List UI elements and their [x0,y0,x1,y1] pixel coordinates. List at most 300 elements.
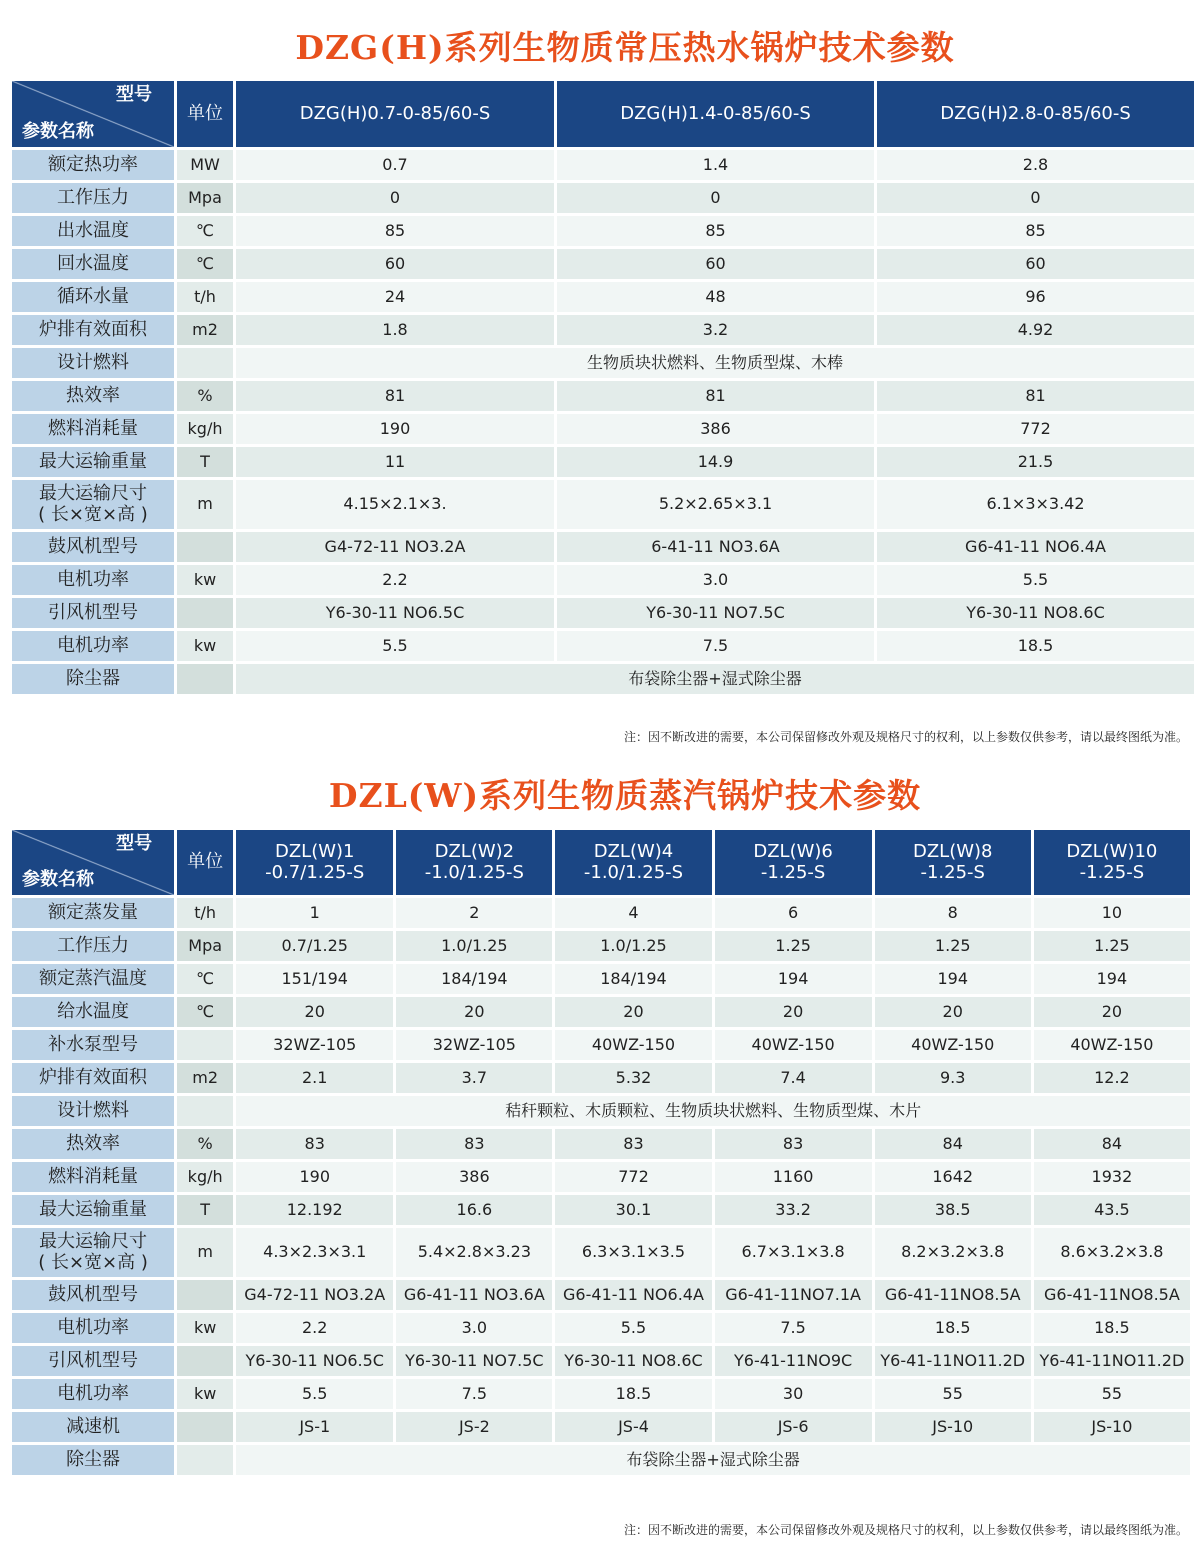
value-cell: 0 [877,183,1194,213]
corner-model-label: 型号 [116,833,153,854]
value-cell: 5.5 [877,565,1194,595]
table-row [12,532,1194,562]
param-name [12,1280,174,1310]
model-header [715,830,872,895]
unit-cell: Mpa [177,931,233,961]
param-name-text: 额定蒸发量 [48,901,139,923]
corner-param-label: 参数名称 [22,869,94,891]
value-cell: 12.192 [236,1195,393,1225]
model-suffix: -1.0/1.25-S [583,861,684,883]
unit-cell: kw [177,1313,233,1343]
value-cell: 84 [1034,1129,1190,1159]
value-cell: 55 [875,1379,1031,1409]
table-row [12,1195,1190,1225]
table-row [12,1129,1190,1159]
value-cell: JS-6 [715,1412,872,1442]
value-cell: 21.5 [877,447,1194,477]
unit-cell [177,1096,233,1126]
value-cell: 38.5 [875,1195,1031,1225]
value-cell: 184/194 [555,964,711,994]
value-cell: G6-41-11 NO6.4A [877,532,1194,562]
value-cell: 194 [715,964,872,994]
value-cell: 190 [236,414,554,444]
table-row [12,898,1190,928]
value-cell: 11 [236,447,554,477]
value-cell: 6-41-11 NO3.6A [557,532,874,562]
table-row [12,1063,1190,1093]
value-cell: 4.3×2.3×3.1 [236,1228,393,1277]
unit-cell: kg/h [177,414,233,444]
value-cell: 16.6 [396,1195,552,1225]
param-name [12,898,174,928]
value-cell: 12.2 [1034,1063,1190,1093]
param-name [12,1162,174,1192]
param-name [12,1313,174,1343]
value-cell: 43.5 [1034,1195,1190,1225]
param-name [12,1129,174,1159]
param-name [12,282,174,312]
value-cell: 386 [396,1162,552,1192]
param-name-text: 鼓风机型号 [48,535,138,557]
value-cell: 48 [557,282,874,312]
unit-cell [177,664,233,694]
unit-cell [177,598,233,628]
value-cell: G6-41-11 NO6.4A [555,1280,711,1310]
value-cell: JS-4 [555,1412,711,1442]
value-cell: 60 [877,249,1194,279]
table-row [12,598,1194,628]
param-name-text: 额定热功率 [48,153,138,175]
value-cell: 1.8 [236,315,554,345]
table-row [12,631,1194,661]
value-cell: 3.0 [396,1313,552,1343]
value-cell: 7.5 [715,1313,872,1343]
model-header [555,830,711,895]
param-name [12,348,174,378]
value-cell: 24 [236,282,554,312]
param-name-text: 工作压力 [57,186,129,208]
param-name-text: 设计燃料 [57,351,129,373]
value-cell: 81 [557,381,874,411]
table-row [12,964,1190,994]
value-cell: 0.7/1.25 [236,931,393,961]
param-name [12,1063,174,1093]
table-row [12,1280,1190,1310]
table-row [12,315,1194,345]
unit-cell [177,1412,233,1442]
value-cell: 18.5 [1034,1313,1190,1343]
param-name [12,183,174,213]
param-name-text: 除尘器 [66,1448,121,1470]
param-name-subtext: ( 长×宽×高 ) [38,503,148,525]
unit-cell: ℃ [177,964,233,994]
table-row [12,249,1194,279]
value-cell: 18.5 [555,1379,711,1409]
value-cell: 1.25 [715,931,872,961]
model-header [396,830,552,895]
value-cell: G4-72-11 NO3.2A [236,1280,393,1310]
value-cell: 7.5 [396,1379,552,1409]
unit-cell: kw [177,631,233,661]
value-cell: 60 [557,249,874,279]
table-row [12,348,1194,378]
param-name-text: 回水温度 [57,252,129,274]
unit-cell: MW [177,150,233,180]
unit-cell: kw [177,1379,233,1409]
hot-water-boiler-title: DZG(H)系列生物质常压热水锅炉技术参数 [295,28,955,67]
value-cell: Y6-30-11 NO8.6C [877,598,1194,628]
param-name-text: 热效率 [66,1132,121,1154]
disclaimer-note: 注：因不断改进的需要，本公司保留修改外观及规格尺寸的权利，以上参数仅供参考，请以最终图纸为准。 [623,730,1188,744]
value-cell: G6-41-11NO8.5A [1034,1280,1190,1310]
table-row [12,282,1194,312]
unit-cell: T [177,1195,233,1225]
table-row [12,1162,1190,1192]
value-cell: 2.2 [236,565,554,595]
unit-cell: ℃ [177,249,233,279]
unit-cell [177,1030,233,1060]
param-name-text: 燃料消耗量 [48,417,138,439]
unit-cell [177,1346,233,1376]
value-cell: 7.5 [557,631,874,661]
value-cell: 190 [236,1162,393,1192]
value-cell: 5.2×2.65×3.1 [557,480,874,529]
unit-cell: m [177,1228,233,1277]
table-row [12,1096,1190,1126]
unit-cell: Mpa [177,183,233,213]
table-row [12,1379,1190,1409]
value-cell: 0 [236,183,554,213]
value-cell: 18.5 [877,631,1194,661]
value-cell: 96 [877,282,1194,312]
param-name [12,1096,174,1126]
value-cell: 0 [557,183,874,213]
corner-header [12,81,174,147]
model-name: DZL(W)8 [912,840,993,862]
table-row [12,183,1194,213]
unit-cell: ℃ [177,216,233,246]
value-cell: 32WZ-105 [236,1030,393,1060]
param-name [12,150,174,180]
value-cell: 1.0/1.25 [555,931,711,961]
param-name [12,249,174,279]
unit-cell: ℃ [177,997,233,1027]
model-suffix: -1.25-S [920,861,985,883]
unit-cell [177,348,233,378]
value-cell: 8.6×3.2×3.8 [1034,1228,1190,1277]
value-cell: 194 [875,964,1031,994]
unit-header: 单位 [177,81,233,147]
param-name-text: 鼓风机型号 [48,1283,139,1305]
value-cell: 40WZ-150 [875,1030,1031,1060]
value-cell: 30.1 [555,1195,711,1225]
value-cell: 386 [557,414,874,444]
value-cell: JS-10 [875,1412,1031,1442]
value-cell: G6-41-11NO7.1A [715,1280,872,1310]
table-row [12,997,1190,1027]
value-cell: 6.7×3.1×3.8 [715,1228,872,1277]
param-name-text: 炉排有效面积 [39,1066,148,1088]
value-cell: Y6-41-11NO11.2D [875,1346,1031,1376]
value-cell: 6.1×3×3.42 [877,480,1194,529]
value-cell: 2 [396,898,552,928]
value-cell: 151/194 [236,964,393,994]
value-cell: 20 [715,997,872,1027]
param-name [12,1195,174,1225]
table-row [12,664,1194,694]
model-header [236,830,393,895]
value-cell: 1160 [715,1162,872,1192]
value-cell: 194 [1034,964,1190,994]
value-cell: 1932 [1034,1162,1190,1192]
param-name [12,1445,174,1475]
unit-cell: T [177,447,233,477]
param-name-text: 设计燃料 [57,1099,130,1121]
value-cell: Y6-30-11 NO8.6C [555,1346,711,1376]
value-cell: 1.0/1.25 [396,931,552,961]
param-name-text: 引风机型号 [48,601,138,623]
value-cell: G6-41-11 NO3.6A [396,1280,552,1310]
model-header [875,830,1031,895]
param-name [12,664,174,694]
value-cell: 85 [236,216,554,246]
param-name [12,447,174,477]
value-cell: 83 [236,1129,393,1159]
param-name-text: 电机功率 [57,1382,130,1404]
value-cell: 4 [555,898,711,928]
value-cell: 55 [1034,1379,1190,1409]
model-header [1034,830,1190,895]
param-name-text: 最大运输尺寸 [39,482,147,504]
table-row [12,216,1194,246]
table-row [12,931,1190,961]
merged-value-cell: 布袋除尘器+湿式除尘器 [236,1445,1190,1475]
table-row [12,480,1194,529]
value-cell: 20 [555,997,711,1027]
unit-cell: kw [177,565,233,595]
value-cell: 20 [1034,997,1190,1027]
model-name: DZL(W)6 [753,840,833,862]
value-cell: 32WZ-105 [396,1030,552,1060]
value-cell: 33.2 [715,1195,872,1225]
value-cell: 1642 [875,1162,1031,1192]
table-row [12,447,1194,477]
model-name: DZL(W)10 [1066,840,1158,862]
corner-param-label: 参数名称 [22,121,94,143]
value-cell: 60 [236,249,554,279]
value-cell: 20 [875,997,1031,1027]
param-name-text: 最大运输重量 [39,1198,148,1220]
value-cell: 1 [236,898,393,928]
param-name-text: 循环水量 [57,285,129,307]
param-name [12,931,174,961]
value-cell: 4.92 [877,315,1194,345]
value-cell: 20 [236,997,393,1027]
value-cell: 14.9 [557,447,874,477]
table-row [12,1030,1190,1060]
model-header: DZG(H)0.7-0-85/60-S [236,81,554,147]
value-cell: 81 [236,381,554,411]
value-cell: 10 [1034,898,1190,928]
param-name-text: 引风机型号 [48,1349,139,1371]
value-cell: 5.32 [555,1063,711,1093]
param-name-text: 除尘器 [66,667,120,689]
value-cell: 2.1 [236,1063,393,1093]
merged-value-cell: 秸秆颗粒、木质颗粒、生物质块状燃料、生物质型煤、木片 [236,1096,1190,1126]
param-name [12,480,174,529]
param-name [12,1228,174,1277]
disclaimer-note: 注：因不断改进的需要，本公司保留修改外观及规格尺寸的权利，以上参数仅供参考，请以最终图纸为准。 [623,1523,1188,1537]
value-cell: 6 [715,898,872,928]
value-cell: Y6-41-11NO11.2D [1034,1346,1190,1376]
value-cell: 0.7 [236,150,554,180]
model-name: DZL(W)1 [274,840,355,862]
steam-boiler-table [9,827,1193,1478]
value-cell: 1.25 [875,931,1031,961]
param-name [12,631,174,661]
param-name-text: 最大运输重量 [39,450,147,472]
unit-cell: m2 [177,1063,233,1093]
value-cell: 40WZ-150 [1034,1030,1190,1060]
value-cell: 4.15×2.1×3. [236,480,554,529]
value-cell: 84 [875,1129,1031,1159]
param-name [12,964,174,994]
corner-header [12,830,174,895]
param-name [12,414,174,444]
param-name [12,532,174,562]
unit-cell: m2 [177,315,233,345]
model-header: DZG(H)2.8-0-85/60-S [877,81,1194,147]
value-cell: Y6-30-11 NO7.5C [396,1346,552,1376]
unit-cell [177,1445,233,1475]
param-name-text: 给水温度 [57,1000,130,1022]
value-cell: Y6-41-11NO9C [715,1346,872,1376]
corner-model-label: 型号 [116,84,152,105]
value-cell: 184/194 [396,964,552,994]
value-cell: 5.4×2.8×3.23 [396,1228,552,1277]
value-cell: 3.2 [557,315,874,345]
table-row [12,1228,1190,1277]
value-cell: 1.4 [557,150,874,180]
param-name-subtext: ( 长×宽×高 ) [38,1251,148,1273]
param-name-text: 减速机 [66,1415,121,1437]
value-cell: 9.3 [875,1063,1031,1093]
value-cell: 2.8 [877,150,1194,180]
param-name-text: 最大运输尺寸 [39,1230,148,1252]
value-cell: JS-10 [1034,1412,1190,1442]
value-cell: 772 [877,414,1194,444]
value-cell: 8.2×3.2×3.8 [875,1228,1031,1277]
unit-cell [177,1280,233,1310]
value-cell: JS-2 [396,1412,552,1442]
param-name [12,565,174,595]
table-row [12,150,1194,180]
value-cell: Y6-30-11 NO6.5C [236,1346,393,1376]
table-row [12,1313,1190,1343]
value-cell: 5.5 [236,631,554,661]
hot-water-boiler-table [9,78,1197,697]
param-name [12,1379,174,1409]
table-row [12,565,1194,595]
value-cell: 85 [557,216,874,246]
param-name-text: 燃料消耗量 [48,1165,139,1187]
value-cell: 40WZ-150 [715,1030,872,1060]
model-name: DZL(W)4 [593,840,674,862]
table-row [12,1445,1190,1475]
steam-boiler-title: DZL(W)系列生物质蒸汽锅炉技术参数 [328,776,922,815]
table-row [12,1346,1190,1376]
value-cell: 20 [396,997,552,1027]
param-name [12,1030,174,1060]
table-row [12,414,1194,444]
table-row [12,1412,1190,1442]
unit-cell: t/h [177,898,233,928]
param-name [12,997,174,1027]
param-name [12,315,174,345]
value-cell: G6-41-11NO8.5A [875,1280,1031,1310]
param-name-text: 工作压力 [57,934,130,956]
value-cell: Y6-30-11 NO6.5C [236,598,554,628]
model-suffix: -1.0/1.25-S [424,861,524,883]
value-cell: 8 [875,898,1031,928]
merged-value-cell: 生物质块状燃料、生物质型煤、木棒 [236,348,1194,378]
unit-cell [177,532,233,562]
unit-cell: m [177,480,233,529]
value-cell: 83 [715,1129,872,1159]
unit-header: 单位 [177,830,233,895]
param-name [12,598,174,628]
value-cell: 83 [555,1129,711,1159]
value-cell: JS-1 [236,1412,393,1442]
model-header: DZG(H)1.4-0-85/60-S [557,81,874,147]
param-name [12,381,174,411]
value-cell: 3.0 [557,565,874,595]
value-cell: 6.3×3.1×3.5 [555,1228,711,1277]
value-cell: 5.5 [236,1379,393,1409]
value-cell: 7.4 [715,1063,872,1093]
param-name [12,216,174,246]
param-name-text: 热效率 [66,384,120,406]
param-name [12,1412,174,1442]
value-cell: G4-72-11 NO3.2A [236,532,554,562]
param-name-text: 电机功率 [57,568,129,590]
unit-cell: t/h [177,282,233,312]
value-cell: 18.5 [875,1313,1031,1343]
value-cell: 85 [877,216,1194,246]
model-suffix: -1.25-S [1079,861,1145,883]
param-name-text: 电机功率 [57,634,129,656]
value-cell: 40WZ-150 [555,1030,711,1060]
value-cell: 30 [715,1379,872,1409]
param-name [12,1346,174,1376]
value-cell: 2.2 [236,1313,393,1343]
unit-cell: kg/h [177,1162,233,1192]
table-row [12,381,1194,411]
unit-cell: % [177,381,233,411]
unit-cell: % [177,1129,233,1159]
param-name-text: 额定蒸汽温度 [39,967,148,989]
value-cell: 772 [555,1162,711,1192]
param-name-text: 炉排有效面积 [39,318,147,340]
param-name-text: 补水泵型号 [48,1033,139,1055]
value-cell: 1.25 [1034,931,1190,961]
model-suffix: -0.7/1.25-S [265,861,365,883]
model-name: DZL(W)2 [434,840,515,862]
value-cell: 83 [396,1129,552,1159]
param-name-text: 出水温度 [57,219,129,241]
value-cell: 3.7 [396,1063,552,1093]
value-cell: 81 [877,381,1194,411]
